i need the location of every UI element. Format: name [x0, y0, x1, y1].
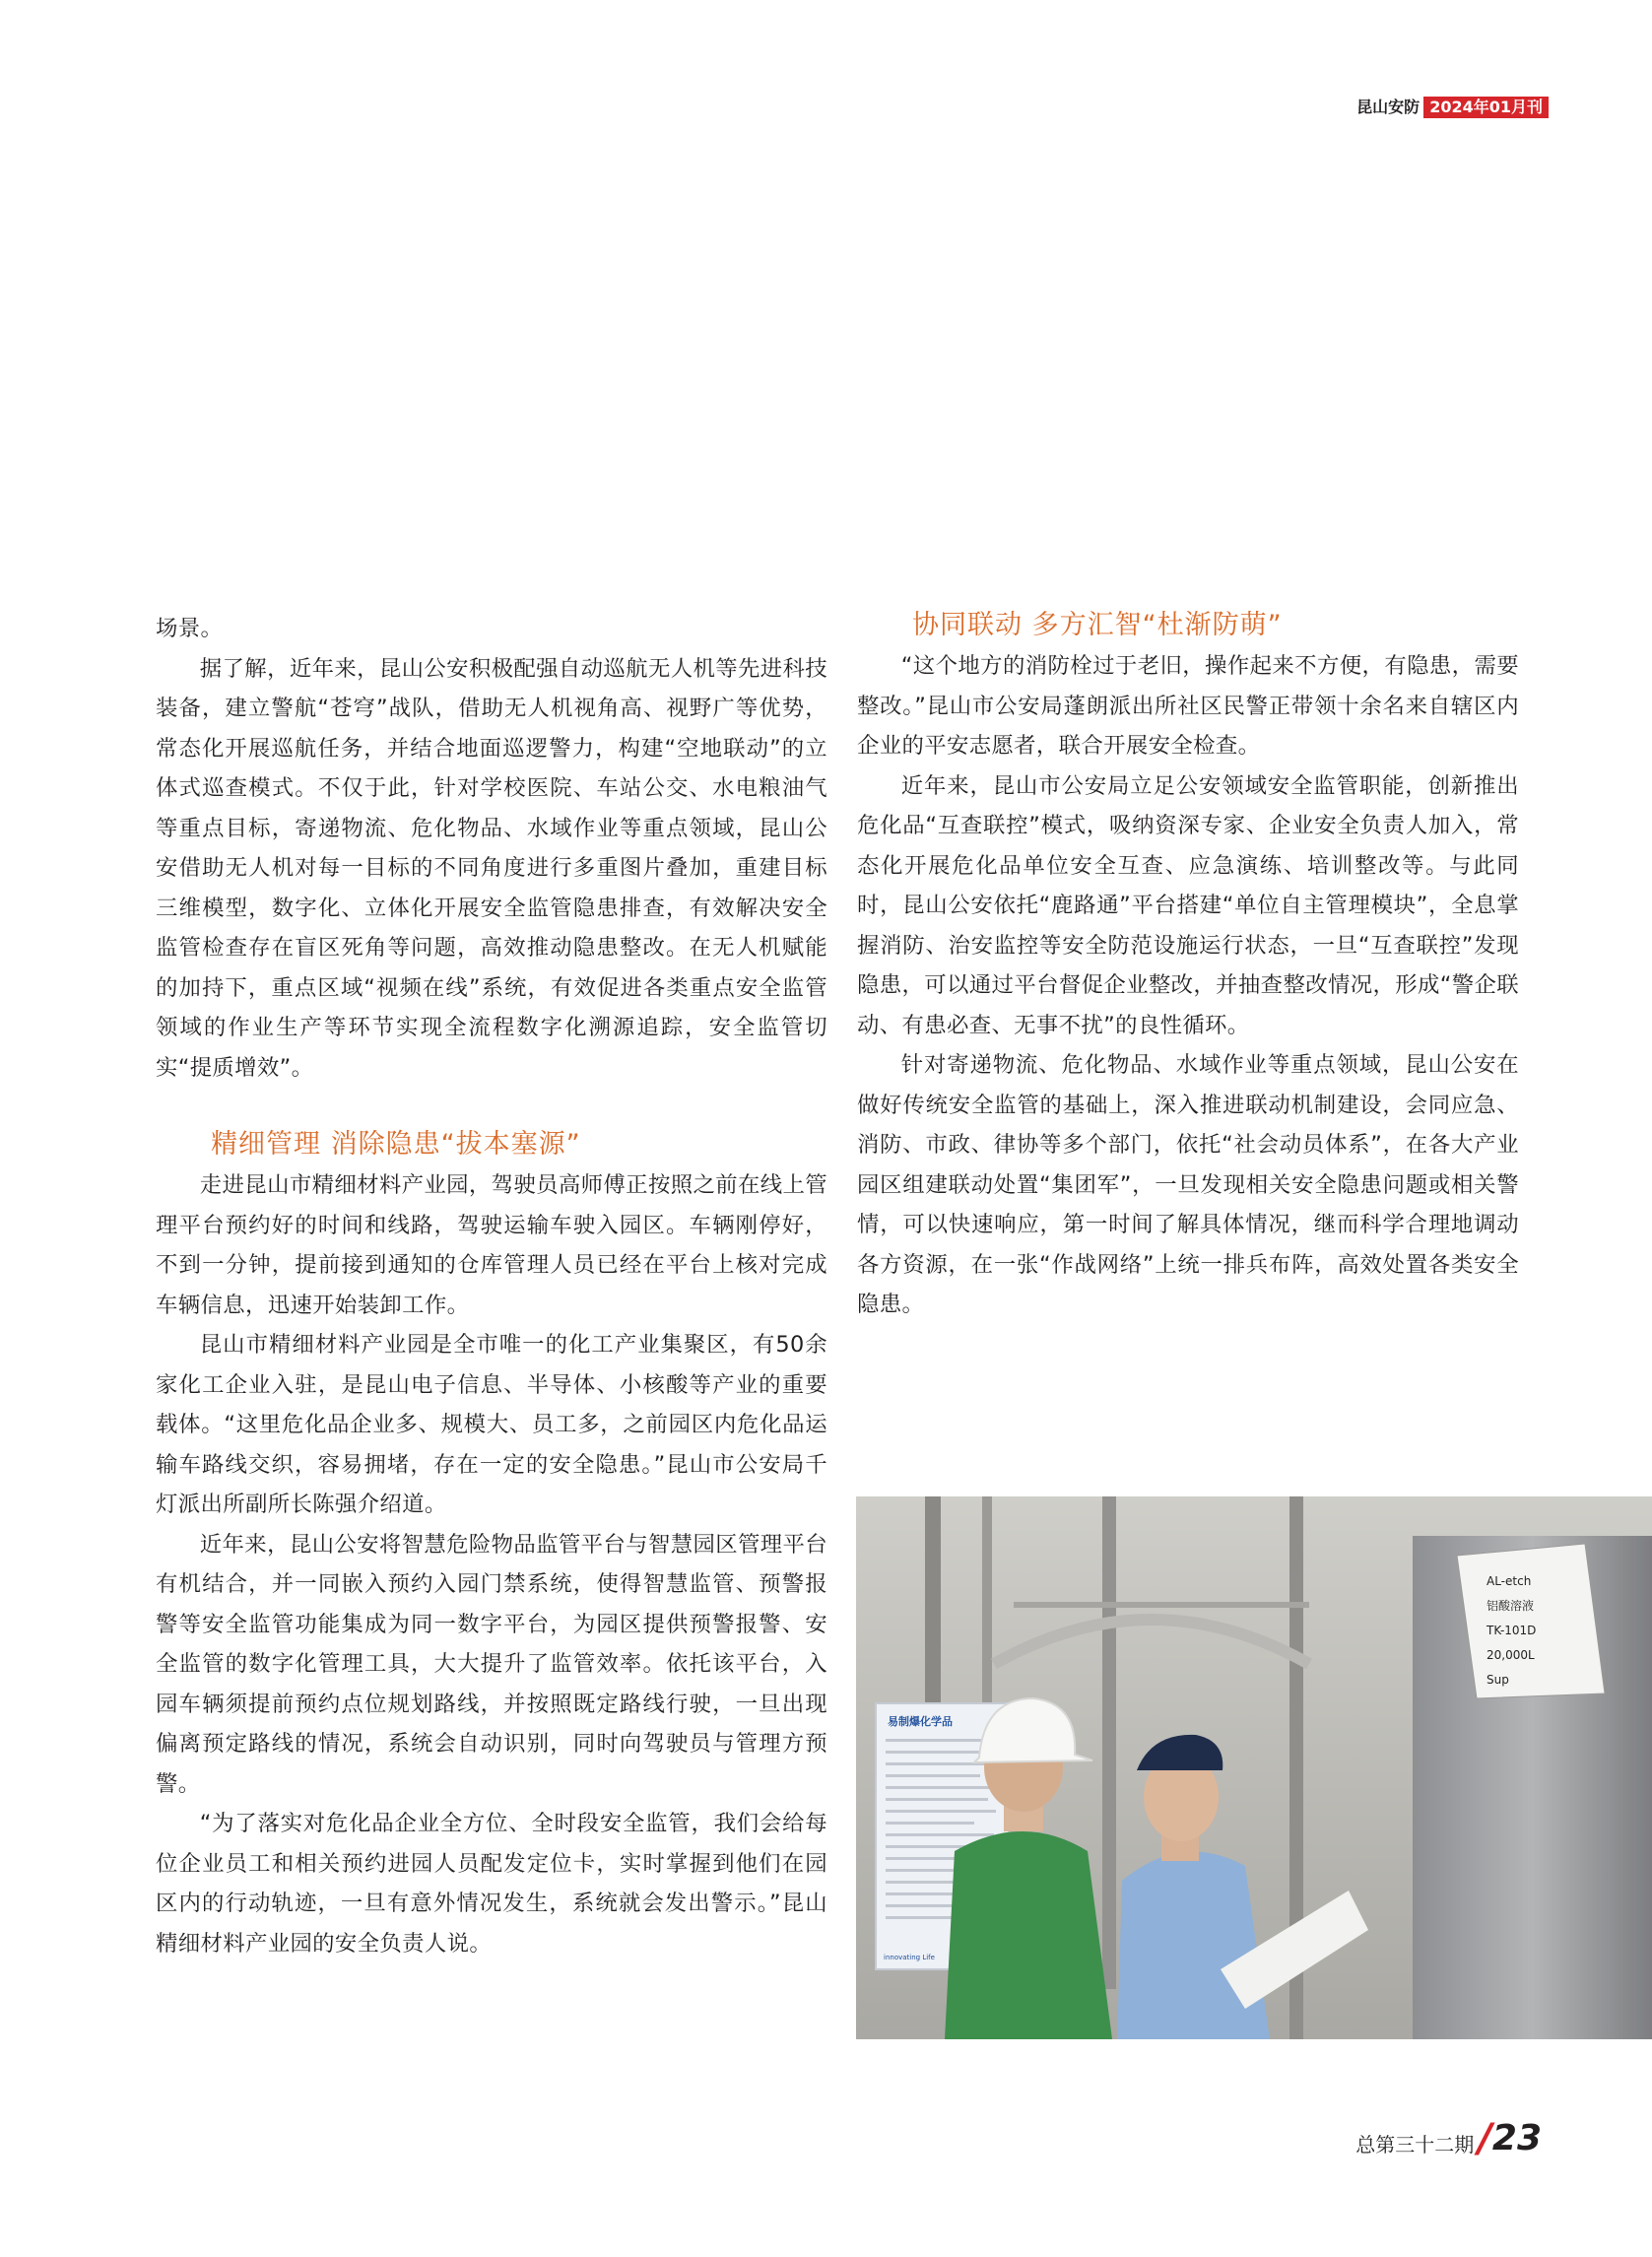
- section-heading-fine-management: 精细管理 消除隐患“拔本塞源”: [211, 1129, 581, 1160]
- paragraph-location-cards: “为了落实对危化品企业全方位、全时段安全监管，我们会给每位企业员工和相关预约进园人员配发定位卡，实时掌握到他们在园区内的行动轨迹，一旦有意外情况发生，系统就会发出警示。”昆山精细材料产业园的安全负责人说。: [156, 1811, 827, 1957]
- page-number: 23: [1491, 2118, 1542, 2158]
- tank-label-sign: [1457, 1544, 1605, 1698]
- sign-line: 铝酸溶液: [1487, 1599, 1535, 1613]
- left-column: [156, 609, 827, 1963]
- paragraph-drones: 据了解，近年来，昆山公安积极配强自动巡航无人机等先进科技装备，建立警航“苍穹”战队，借助无人机视角高、视野广等优势，常态化开展巡航任务，并结合地面巡逻警力，构建“空地联动”的立体式巡查模式。不仅于此，针对学校医院、车站公交、水电粮油气等重点目标，寄递物流、危化物品、水域作业等重点领域，昆山公安借助无人机对每一目标的不同角度进行多重图片叠加，重建目标三维模型，数字化、立体化开展安全监管隐患排查，有效解决安全监管检查存在盲区死角等问题，高效推动隐患整改。在无人机赋能的加持下，重点区域“视频在线”系统，有效促进各类重点安全监管领域的作业生产等环节实现全流程数字化溯源追踪，安全监管切实“提质增效”。: [156, 655, 827, 1081]
- sign-line: AL-etch: [1487, 1574, 1532, 1588]
- paragraph-chemical-cluster: 昆山市精细材料产业园是全市唯一的化工产业集聚区，有50余家化工企业入驻，是昆山电子信息、半导体、小核酸等产业的重要载体。“这里危化品企业多、规模大、员工多，之前园区内危化品运输车路线交织，容易拥堵，存在一定的安全隐患。”昆山市公安局千灯派出所副所长陈强介绍道。: [156, 1332, 827, 1517]
- issue-badge: 2024年01月刊: [1423, 97, 1549, 118]
- slash-mark: /: [1478, 2116, 1492, 2161]
- right-column: [857, 609, 1519, 1325]
- inspection-photo: [856, 1496, 1652, 2039]
- paragraph-industrial-park-entry: 走进昆山市精细材料产业园，驾驶员高师傅正按照之前在线上管理平台预约好的时间和线路，驾驶运输车驶入园区。车辆刚停好，不到一分钟，提前接到通知的仓库管理人员已经在平台上核对完成车辆信息，迅速开始装卸工作。: [156, 1172, 827, 1318]
- paragraph-linkage-mechanism: 针对寄递物流、危化物品、水域作业等重点领域，昆山公安在做好传统安全监管的基础上，深入推进联动机制建设，会同应急、消防、市政、律协等多个部门，依托“社会动员体系”，在各大产业园区组建联动处置“集团军”，一旦发现相关安全隐患问题或相关警情，可以快速响应，第一时间了解具体情况，继而科学合理地调动各方资源，在一张“作战网络”上统一排兵布阵，高效处置各类安全隐患。: [857, 1052, 1519, 1317]
- board-footer: innovating Life: [884, 1954, 935, 1961]
- running-header: [1356, 97, 1549, 118]
- paragraph-fire-hydrant: “这个地方的消防栓过于老旧，操作起来不方便，有隐患，需要整改。”昆山市公安局蓬朗派出所社区民警正带领十余名来自辖区内企业的平安志愿者，联合开展安全检查。: [857, 653, 1519, 759]
- paragraph-mutual-inspection: 近年来，昆山市公安局立足公安领域安全监管职能，创新推出危化品“互查联控”模式，吸纳资深专家、企业安全负责人加入，常态化开展危化品单位安全互查、应急演练、培训整改等。与此同时，昆山公安依托“鹿路通”平台搭建“单位自主管理模块”，全息掌握消防、治安监控等安全防范设施运行状态，一旦“互查联控”发现隐患，可以通过平台督促企业整改，并抽查整改情况，形成“警企联动、有患必查、无事不扰”的良性循环。: [857, 772, 1519, 1038]
- intro-paragraph: 场景。: [156, 616, 224, 641]
- inspection-photo-illustration: [856, 1496, 1652, 2039]
- sign-line: Sup: [1487, 1673, 1509, 1687]
- section-heading-coordination: 协同联动 多方汇智“杜渐防萌”: [912, 610, 1283, 640]
- magazine-name: 昆山安防: [1356, 98, 1421, 116]
- sign-line: TK-101D: [1487, 1624, 1537, 1637]
- paragraph-smart-platform: 近年来，昆山公安将智慧危险物品监管平台与智慧园区管理平台有机结合，并一同嵌入预约入园门禁系统，使得智慧监管、预警报警等安全监管功能集成为同一数字平台，为园区提供预警报警、安全监管的数字化管理工具，大大提升了监管效率。依托该平台，入园车辆须提前预约点位规划路线，并按照既定路线行驶，一旦出现偏离预定路线的情况，系统会自动识别，同时向驾驶员与管理方预警。: [156, 1531, 827, 1797]
- issue-number: 总第三十二期: [1355, 2133, 1475, 2157]
- pipe: [1102, 1496, 1116, 1989]
- page-footer: [1355, 2118, 1542, 2159]
- sign-line: 20,000L: [1487, 1648, 1535, 1662]
- board-title: 易制爆化学品: [888, 1715, 953, 1728]
